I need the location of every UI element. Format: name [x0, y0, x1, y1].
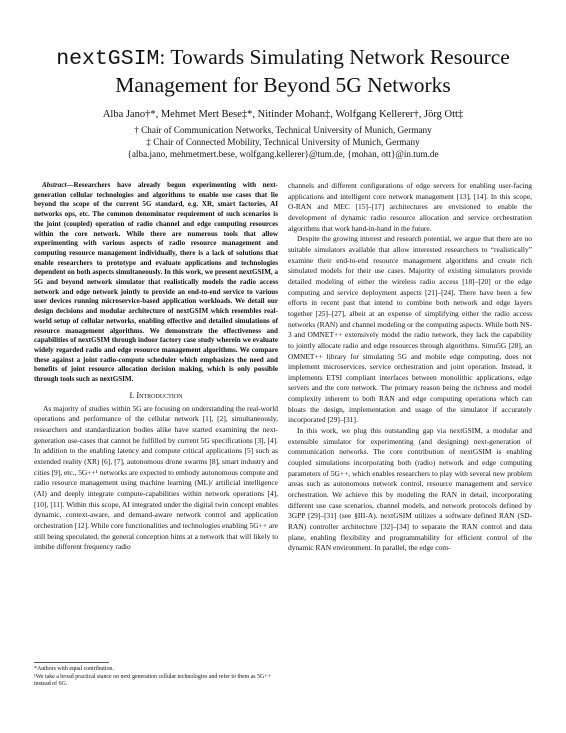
title-line1-rest: : Towards Simulating Network Resource	[159, 45, 510, 69]
title-line2: Management for Beyond 5G Networks	[115, 73, 451, 97]
footnotes	[34, 662, 278, 689]
intro-paragraph-2: Despite the growing interest and research potential, we argue that there are no suitable simulators available that allow interested researchers to “realistically” examine their end-to-end resource management algorithms and create rich simulated models for their use cases. Majority of existing simulators provide detailed modeling of either the wireless radio access [18]–[20] or the edge computing and service deployment aspects [21]–[24]. There have been a few efforts in recent past that intend to combine both network and edge layers together [25]–[27], albeit at an expense of simplifying either the radio access networks (RAN) and channel modeling or the computing aspects. While both NS-3 and OMNET++ extensively model the radio network, they lack the capability to jointly allocate radio and edge resources through algorithms. Simu5G [28], an OMNET++ library for simulating 5G and mobile edge computing, does not implement microservices, service orchestration and joint operation. Instead, it implements ETSI compliant interfaces between monolithic applications, edge servers and the core network. The primary reason being the richness and model complexity inherent to both RAN and edge computing operations which can bloats the design, implementation and usage of the simulator if accurately incorporated [29]–[31].	[288, 234, 533, 425]
author-emails: {alba.jano, mehmetmert.bese, wolfgang.kellerer}@tum.de, {mohan, ott}@in.tum.de	[127, 149, 439, 159]
affiliation-2: ‡ Chair of Connected Mobility, Technical University of Munich, Germany	[146, 137, 420, 147]
abstract	[34, 181, 278, 385]
intro-paragraph-3: In this work, we plug this outstanding gap via nextGSIM, a modular and extensible simulator for experimenting (and designing) next-generation of communication networks. The core contribution of nextGSIM is enabling coupled simulations incorporating both (radio) network and edge computing parameters of 5G++, which enables researchers to play with several new problem areas such as autonomous network control, resource management and service orchestration. We achieve this by modeling the RAN in detail, incorporating different use case scenarios, channel models, and network protocols defined by 3GPP [29]–[31] (see §III-A). nextGSIM utilizes a software defined RAN (SD-RAN) controller architecture [32]–[34] to separate the RAN control and data plane, enabling flexibility and programmability for efficient control of the dynamic RAN environment. In parallel, the edge com-	[288, 426, 532, 553]
intro-paragraph-continued: channels and different configurations of edge servers for enabling user-facing applications and intelligent core network management [13], [14]. In this scope, O-RAN and MEC [15]–[17] architectures are envisioned to enable the development of dynamic radio resource allocation and service orchestration algorithms that work hand-in-hand in the future.	[288, 181, 532, 233]
paper-title	[0, 44, 566, 98]
footnote-rule	[34, 662, 109, 663]
abstract-label: Abstract	[42, 181, 67, 189]
footnote-5g-plus-plus: ¹We take a broad practical stance on next generation cellular technologies and refer to them as 5G++ instead of 6G.	[34, 673, 271, 688]
footnote-equal-contribution: *Authors with equal contribution.	[34, 666, 114, 672]
affiliation-1: † Chair of Communication Networks, Technical University of Munich, Germany	[134, 125, 432, 135]
right-column	[288, 181, 532, 554]
intro-paragraph-1: As majority of studies within 5G are focusing on understanding the real-world operations and performance of the cellular network [1], [2], simultaneously, researchers and standardization bodies alike have started examining the next-generation use-cases that cannot be fulfilled by current 5G specifications [3], [4]. In addition to the enabling latency and compute critical applications [5] such as extended reality (XR) [6], [7], autonomous drone swarms [8], smart industry and cities [9], etc., 5G++¹ networks are expected to embody autonomous compute and radio resource management using machine learning (ML)/ artificial intelligence (AI) and deeply integrate compute-capabilities within network operations [4], [10], [11]. Within this scope, AI integrated under the digital twin concept enables dynamic, context-aware, and demand-aware network control and application orchestration [12]. While core functionalities and technologies enabling 5G++ are still being speculated, the general conception hints at a network that will likely to imbibe different frequency radio	[34, 403, 279, 552]
left-column	[34, 181, 278, 553]
author-list: Alba Jano†*, Mehmet Mert Bese‡*, Nitinder Mohan‡, Wolfgang Kellerer†, Jörg Ott‡	[102, 109, 464, 120]
abstract-text: —Researchers have already begun experimenting with next-generation cellular technologies and algorithms to enable use cases that lie beyond the scope of the current 5G standard, e.g. XR, smart factories, AI networks ops, etc. The common denominator requirement of such scenarios is the joint (coupled) operation of radio channel and edge computing resources within the core network. While there are numerous tools that allow experimenting with various aspects of radio resource management and computing resource management individually, there is a lack of solutions that enable researchers to prototype and evaluate applications and technologies dependent on both aspects simultaneously. In this work, we present nextGSIM, a 5G and beyond network simulator that realistically models the radio access network and edge network jointly to provide an end-to-end service to various user devices running microservice-based application workloads. We detail our design decisions and modular architecture of nextGSIM which resembles real-world setup of cellular networks, enabling effective and detailed simulations of resource management algorithms. We demonstrate the effectiveness and capabilities of nextGSIM through indoor factory case study wherein we evaluate widely regarded radio and edge resource management algorithms. We compare these against a joint radio-compute scheduler which emphasizes the need and benefits of joint resource allocation decision making, which is only possible through tools such as nextGSIM.	[34, 181, 278, 384]
section-heading-introduction: I. Introduction	[129, 390, 183, 400]
title-system-name: nextGSIM	[56, 47, 160, 71]
